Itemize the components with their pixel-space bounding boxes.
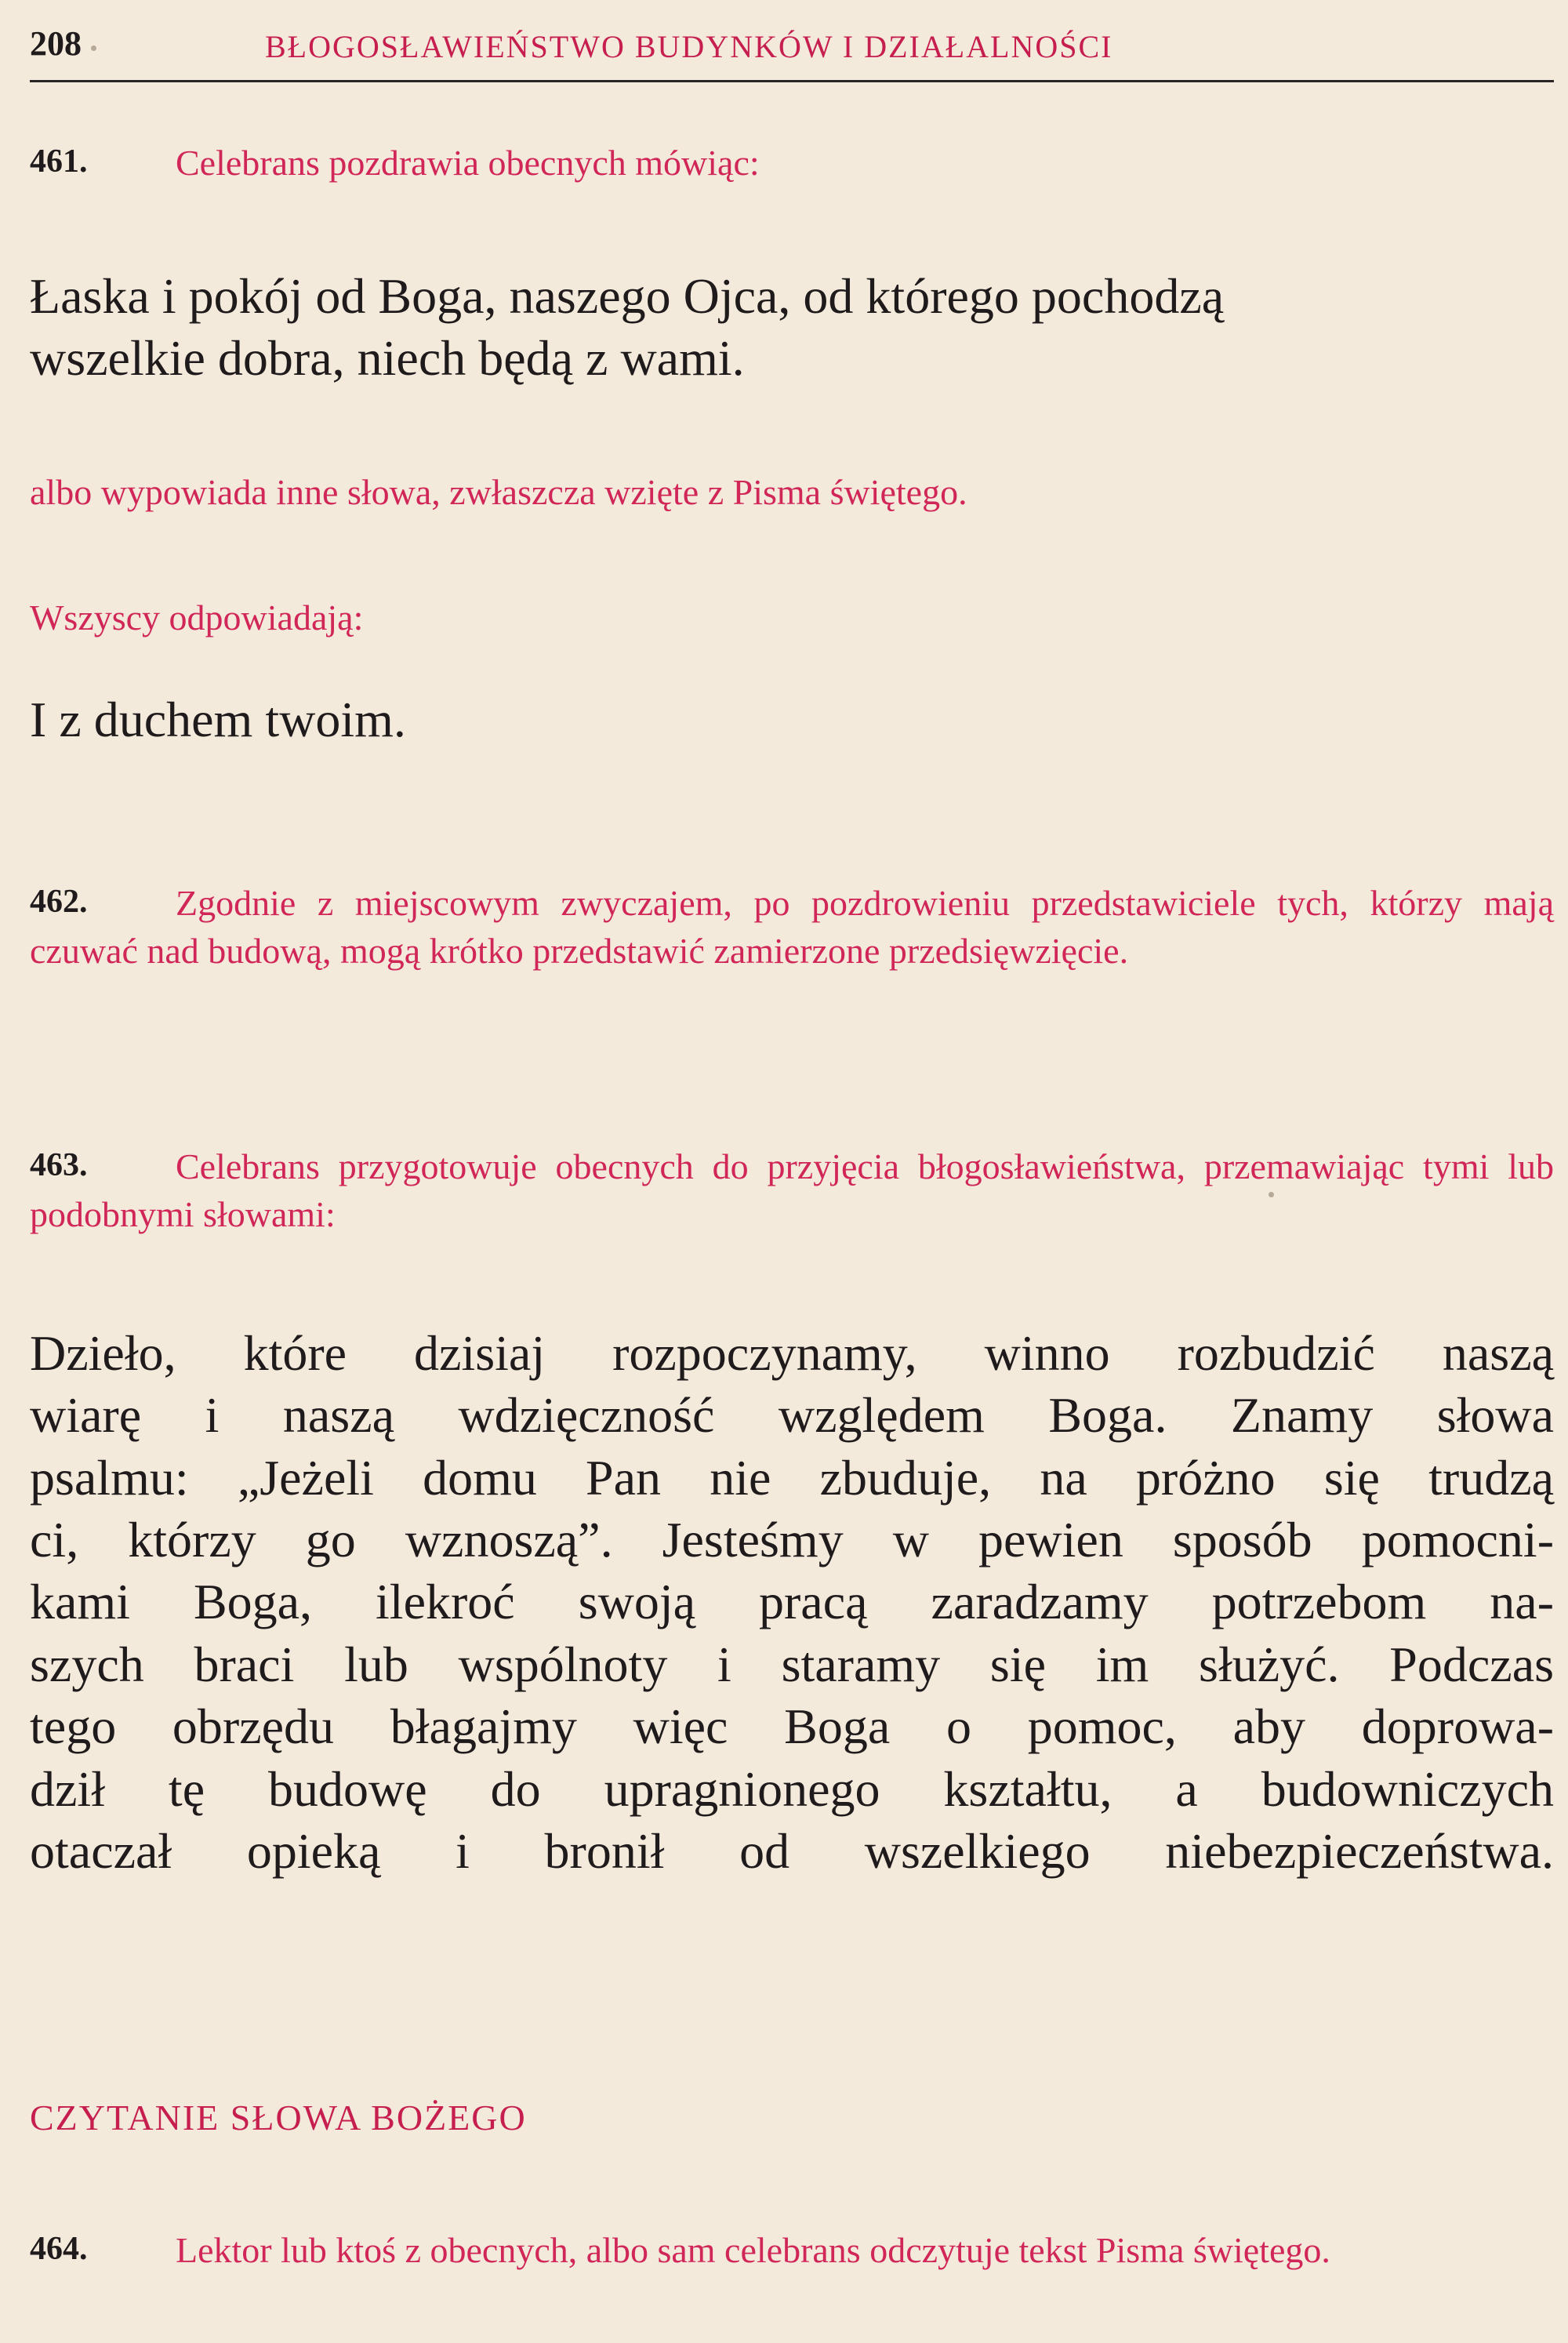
address-line: szych braci lub wspólnoty i staramy się im służyć. Podczas (30, 1636, 1554, 1692)
paragraph-number: 464. (30, 2231, 88, 2267)
address-line: kami Boga, ilekroć swoją pracą zaradzamy potrzebom na- (30, 1574, 1554, 1630)
running-title: BŁOGOSŁAWIEŃSTWO BUDYNKÓW I DZIAŁALNOŚCI (265, 29, 1113, 64)
address-line: wiarę i naszą wdzięczność względem Boga. Znamy słowa (30, 1387, 1554, 1444)
address-line: otaczał opieką i bronił od wszelkiego niebezpieczeństwa. (30, 1822, 1554, 1879)
rubric-text: Zgodnie z miejscowym zwyczajem, po pozdrowieniu przedstawiciele tych, którzy mają czuwać nad budową, mogą krótko przedstawić zamierzone przedsięwzięcie. (30, 883, 1554, 971)
paragraph-461 (30, 140, 1554, 924)
page-header (30, 24, 1554, 82)
address-line: tego obrzędu błagajmy więc Boga o pomoc, aby doprowa- (30, 1698, 1554, 1755)
paragraph-464 (30, 2227, 1554, 2337)
paragraph-number: 461. (30, 143, 88, 180)
address-text (30, 1322, 1554, 1882)
address-line: dził tę budowę do upragnionego kształtu, a budowniczych (30, 1760, 1554, 1817)
paper-speck (1269, 1192, 1274, 1197)
page-number: 208 (30, 24, 82, 63)
address-line: psalmu: „Jeżeli domu Pan nie zbuduje, na próżno się trudzą (30, 1449, 1554, 1506)
greeting-line: wszelkie dobra, niech będą z wami. (30, 330, 745, 387)
paragraph-number: 462. (30, 884, 88, 920)
paper-speck (91, 45, 96, 51)
rubric-text: Lektor lub ktoś z obecnych, albo sam celebrans odczytuje tekst Pisma świętego. (176, 2230, 1330, 2270)
rubric-text: Celebrans przygotowuje obecnych do przyjęcia błogosławieństwa, przemawiając tymi lub podobnymi słowami: (30, 1146, 1554, 1234)
greeting-line: Łaska i pokój od Boga, naszego Ojca, od którego pochodzą (30, 268, 1225, 324)
alternative-rubric: albo wypowiada inne słowa, zwłaszcza wzięte z Pisma świętego. (30, 472, 967, 512)
address-line: Dzieło, które dzisiaj rozpoczynamy, winno rozbudzić naszą (30, 1325, 1554, 1381)
section-heading: CZYTANIE SŁOWA BOŻEGO (30, 2098, 527, 2138)
response-rubric: Wszyscy odpowiadają: (30, 598, 364, 638)
paragraph-number: 463. (30, 1147, 88, 1183)
rubric-text: Celebrans pozdrawia obecnych mówiąc: (176, 143, 760, 183)
address-line: ci, którzy go wznoszą”. Jesteśmy w pewien sposób pomocni- (30, 1512, 1554, 1568)
paragraph-462 (30, 880, 1554, 1037)
paragraph-463 (30, 1143, 1554, 1927)
response-text: I z duchem twoim. (30, 692, 406, 747)
greeting-text (30, 265, 1554, 390)
